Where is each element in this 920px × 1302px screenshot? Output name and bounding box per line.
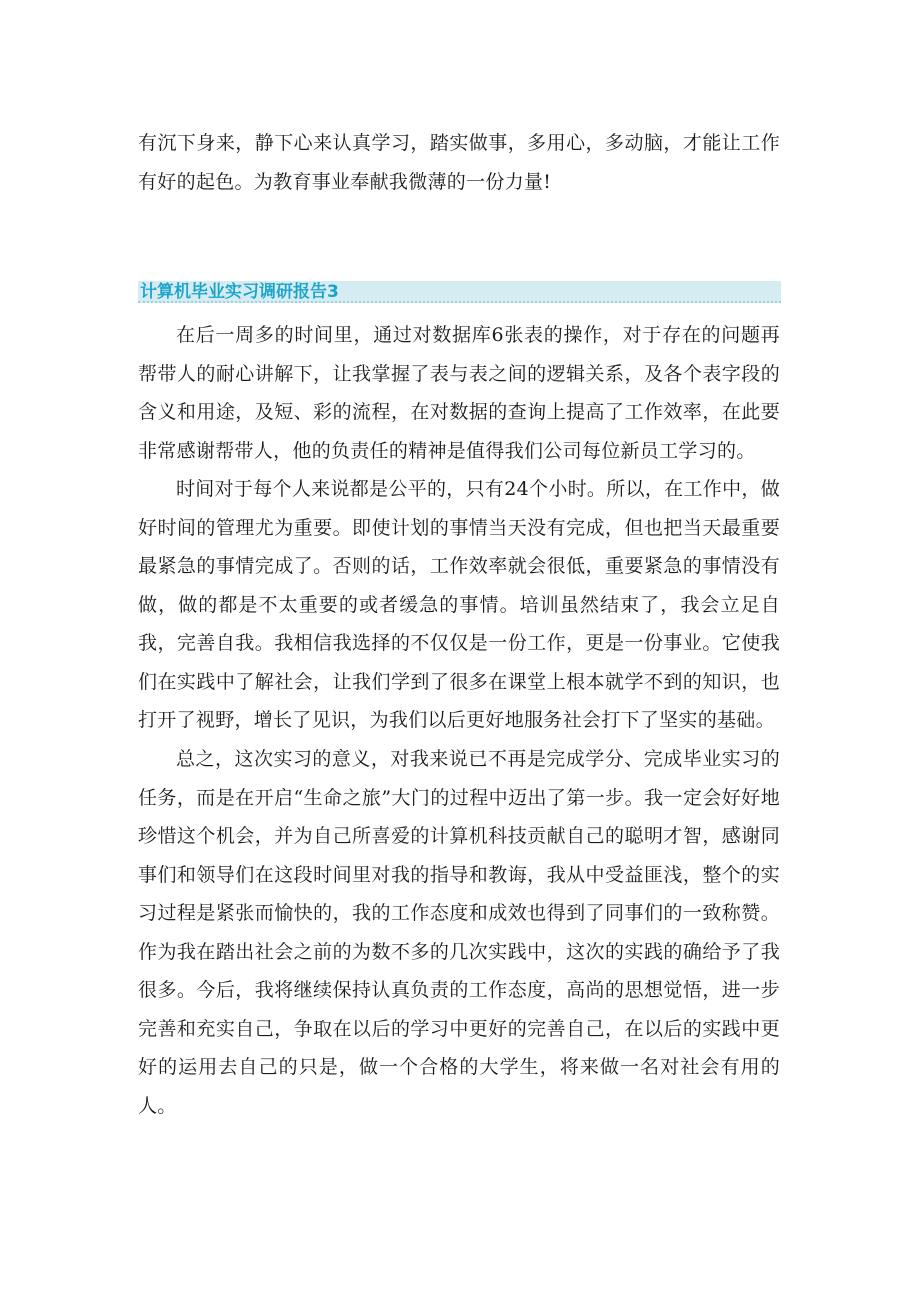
section-heading: 计算机毕业实习调研报告3 (140, 282, 339, 302)
section-heading-bar (138, 281, 781, 303)
body-paragraph-1: 在后一周多的时间里，通过对数据库6张表的操作，对于存在的问题再帮带人的耐心讲解下，让我掌握了表与表之间的逻辑关系，及各个表字段的含义和用途，及短、彩的流程，在对数据的查询上提高了工作效率，在此要非常感谢帮带人，他的负责任的精神是值得我们公司每位新员工学习的。 (138, 324, 780, 462)
body-paragraph-3: 总之，这次实习的意义，对我来说已不再是完成学分、完成毕业实习的任务，而是在开启“生命之旅”大门的过程中迈出了第一步。我一定会好好地珍惜这个机会，并为自己所喜爱的计算机科技贡献自己的聪明才智，感谢同事们和领导们在这段时间里对我的指导和教诲，我从中受益匪浅，整个的实习过程是紧张而愉快的，我的工作态度和成效也得到了同事们的一致称赞。作为我在踏出社会之前的为数不多的几次实践中，这次的实践的确给予了我很多。今后，我将继续保持认真负责的工作态度，高尚的思想觉悟，进一步完善和充实自己，争取在以后的学习中更好的完善自己，在以后的实践中更好的运用去自己的只是，做一个合格的大学生，将来做一名对社会有用的人。 (138, 748, 780, 1117)
intro-paragraph: 有沉下身来，静下心来认真学习，踏实做事，多用心，多动脑，才能让工作有好的起色。为教育事业奉献我微薄的一份力量! (138, 132, 780, 193)
body-paragraph-2: 时间对于每个人来说都是公平的，只有24个小时。所以，在工作中，做好时间的管理尤为重要。即使计划的事情当天没有完成，但也把当天最重要最紧急的事情完成了。否则的话，工作效率就会很低，重要紧急的事情没有做，做的都是不太重要的或者缓急的事情。培训虽然结束了，我会立足自我，完善自我。我相信我选择的不仅仅是一份工作，更是一份事业。它使我们在实践中了解社会，让我们学到了很多在课堂上根本就学不到的知识，也打开了视野，增长了见识，为我们以后更好地服务社会打下了坚实的基础。 (138, 478, 780, 731)
